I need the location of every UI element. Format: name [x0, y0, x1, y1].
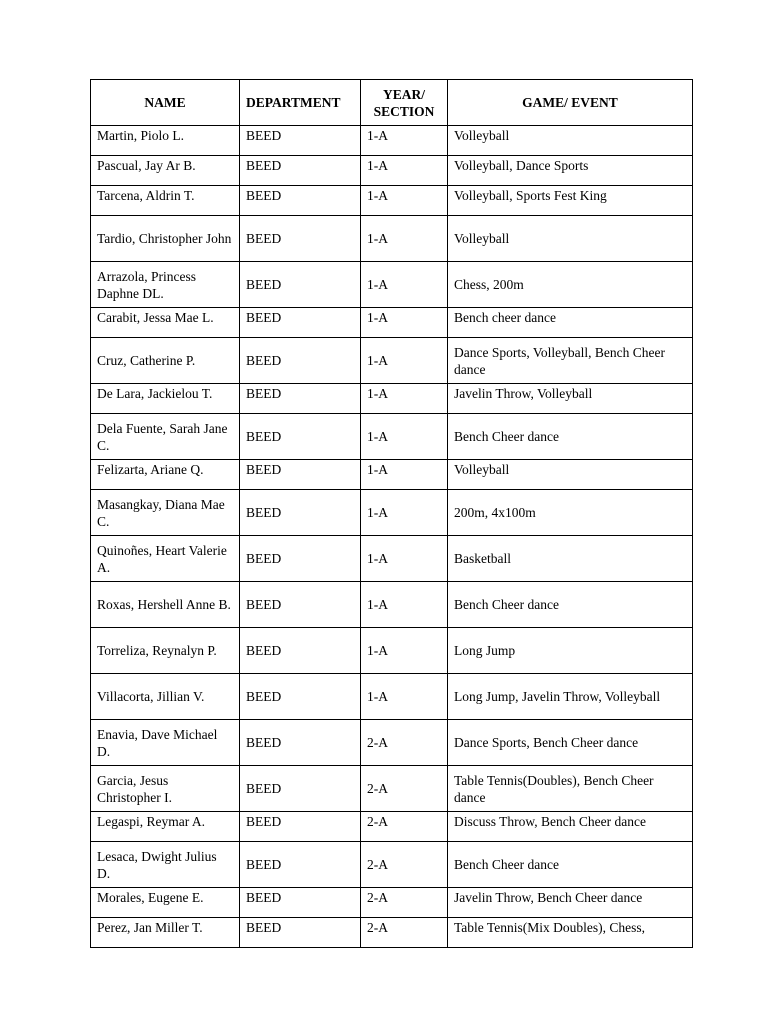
cell-department: BEED — [240, 126, 361, 156]
cell-event: Dance Sports, Volleyball, Bench Cheer dance — [448, 338, 693, 384]
cell-section: 2-A — [361, 720, 448, 766]
table-row — [91, 812, 693, 842]
cell-name: Morales, Eugene E. — [91, 888, 240, 918]
cell-section: 1-A — [361, 186, 448, 216]
cell-department: BEED — [240, 338, 361, 384]
cell-department: BEED — [240, 384, 361, 414]
table-row — [91, 918, 693, 948]
table-row — [91, 308, 693, 338]
cell-event: Volleyball, Sports Fest King — [448, 186, 693, 216]
cell-department: BEED — [240, 460, 361, 490]
cell-department: BEED — [240, 628, 361, 674]
cell-event: Bench Cheer dance — [448, 582, 693, 628]
cell-name: Dela Fuente, Sarah Jane C. — [91, 414, 240, 460]
table-row — [91, 842, 693, 888]
table-row — [91, 262, 693, 308]
cell-section: 1-A — [361, 262, 448, 308]
cell-event: Basketball — [448, 536, 693, 582]
cell-name: Lesaca, Dwight Julius D. — [91, 842, 240, 888]
cell-department: BEED — [240, 414, 361, 460]
cell-event: Long Jump, Javelin Throw, Volleyball — [448, 674, 693, 720]
cell-event: Table Tennis(Mix Doubles), Chess, — [448, 918, 693, 948]
participants-table — [90, 79, 693, 948]
cell-name: Enavia, Dave Michael D. — [91, 720, 240, 766]
cell-department: BEED — [240, 812, 361, 842]
table-row — [91, 414, 693, 460]
cell-section: 1-A — [361, 536, 448, 582]
table-row — [91, 384, 693, 414]
cell-event: Table Tennis(Doubles), Bench Cheer dance — [448, 766, 693, 812]
cell-department: BEED — [240, 536, 361, 582]
cell-event: Bench cheer dance — [448, 308, 693, 338]
table-row — [91, 766, 693, 812]
cell-event: Discuss Throw, Bench Cheer dance — [448, 812, 693, 842]
cell-name: Arrazola, Princess Daphne DL. — [91, 262, 240, 308]
cell-name: Pascual, Jay Ar B. — [91, 156, 240, 186]
cell-section: 2-A — [361, 842, 448, 888]
cell-section: 2-A — [361, 766, 448, 812]
table-row — [91, 156, 693, 186]
cell-section: 1-A — [361, 674, 448, 720]
cell-name: Masangkay, Diana Mae C. — [91, 490, 240, 536]
cell-section: 1-A — [361, 384, 448, 414]
cell-name: Garcia, Jesus Christopher I. — [91, 766, 240, 812]
header-year-section: YEAR/ SECTION — [361, 80, 448, 126]
cell-name: De Lara, Jackielou T. — [91, 384, 240, 414]
cell-event: 200m, 4x100m — [448, 490, 693, 536]
cell-name: Villacorta, Jillian V. — [91, 674, 240, 720]
cell-section: 1-A — [361, 126, 448, 156]
cell-department: BEED — [240, 582, 361, 628]
table-body — [91, 126, 693, 948]
cell-name: Felizarta, Ariane Q. — [91, 460, 240, 490]
cell-event: Dance Sports, Bench Cheer dance — [448, 720, 693, 766]
cell-event: Javelin Throw, Bench Cheer dance — [448, 888, 693, 918]
cell-section: 1-A — [361, 582, 448, 628]
table-row — [91, 460, 693, 490]
cell-department: BEED — [240, 888, 361, 918]
table-row — [91, 582, 693, 628]
cell-department: BEED — [240, 842, 361, 888]
cell-section: 2-A — [361, 918, 448, 948]
table-row — [91, 490, 693, 536]
cell-name: Quinoñes, Heart Valerie A. — [91, 536, 240, 582]
cell-section: 1-A — [361, 338, 448, 384]
header-game-event: GAME/ EVENT — [448, 80, 693, 126]
table-row — [91, 126, 693, 156]
cell-department: BEED — [240, 308, 361, 338]
cell-event: Javelin Throw, Volleyball — [448, 384, 693, 414]
cell-department: BEED — [240, 720, 361, 766]
cell-event: Bench Cheer dance — [448, 414, 693, 460]
cell-event: Volleyball — [448, 460, 693, 490]
header-department: DEPARTMENT — [240, 80, 361, 126]
cell-name: Torreliza, Reynalyn P. — [91, 628, 240, 674]
cell-event: Volleyball, Dance Sports — [448, 156, 693, 186]
cell-name: Roxas, Hershell Anne B. — [91, 582, 240, 628]
table-row — [91, 674, 693, 720]
cell-name: Tarcena, Aldrin T. — [91, 186, 240, 216]
cell-section: 1-A — [361, 628, 448, 674]
cell-section: 1-A — [361, 490, 448, 536]
cell-section: 1-A — [361, 216, 448, 262]
cell-section: 1-A — [361, 414, 448, 460]
cell-section: 2-A — [361, 812, 448, 842]
cell-event: Volleyball — [448, 126, 693, 156]
cell-section: 1-A — [361, 460, 448, 490]
cell-department: BEED — [240, 674, 361, 720]
cell-event: Volleyball — [448, 216, 693, 262]
table-row — [91, 628, 693, 674]
cell-department: BEED — [240, 156, 361, 186]
cell-department: BEED — [240, 766, 361, 812]
cell-section: 2-A — [361, 888, 448, 918]
cell-section: 1-A — [361, 308, 448, 338]
header-name: NAME — [91, 80, 240, 126]
cell-name: Legaspi, Reymar A. — [91, 812, 240, 842]
cell-department: BEED — [240, 216, 361, 262]
cell-department: BEED — [240, 490, 361, 536]
cell-department: BEED — [240, 918, 361, 948]
cell-section: 1-A — [361, 156, 448, 186]
cell-event: Long Jump — [448, 628, 693, 674]
cell-name: Perez, Jan Miller T. — [91, 918, 240, 948]
table-row — [91, 720, 693, 766]
table-row — [91, 888, 693, 918]
table-row — [91, 338, 693, 384]
cell-name: Carabit, Jessa Mae L. — [91, 308, 240, 338]
table-row — [91, 216, 693, 262]
table-row — [91, 186, 693, 216]
cell-department: BEED — [240, 186, 361, 216]
cell-department: BEED — [240, 262, 361, 308]
cell-event: Chess, 200m — [448, 262, 693, 308]
table-header-row — [91, 80, 693, 126]
table-row — [91, 536, 693, 582]
cell-name: Tardio, Christopher John — [91, 216, 240, 262]
cell-name: Cruz, Catherine P. — [91, 338, 240, 384]
cell-name: Martin, Piolo L. — [91, 126, 240, 156]
cell-event: Bench Cheer dance — [448, 842, 693, 888]
